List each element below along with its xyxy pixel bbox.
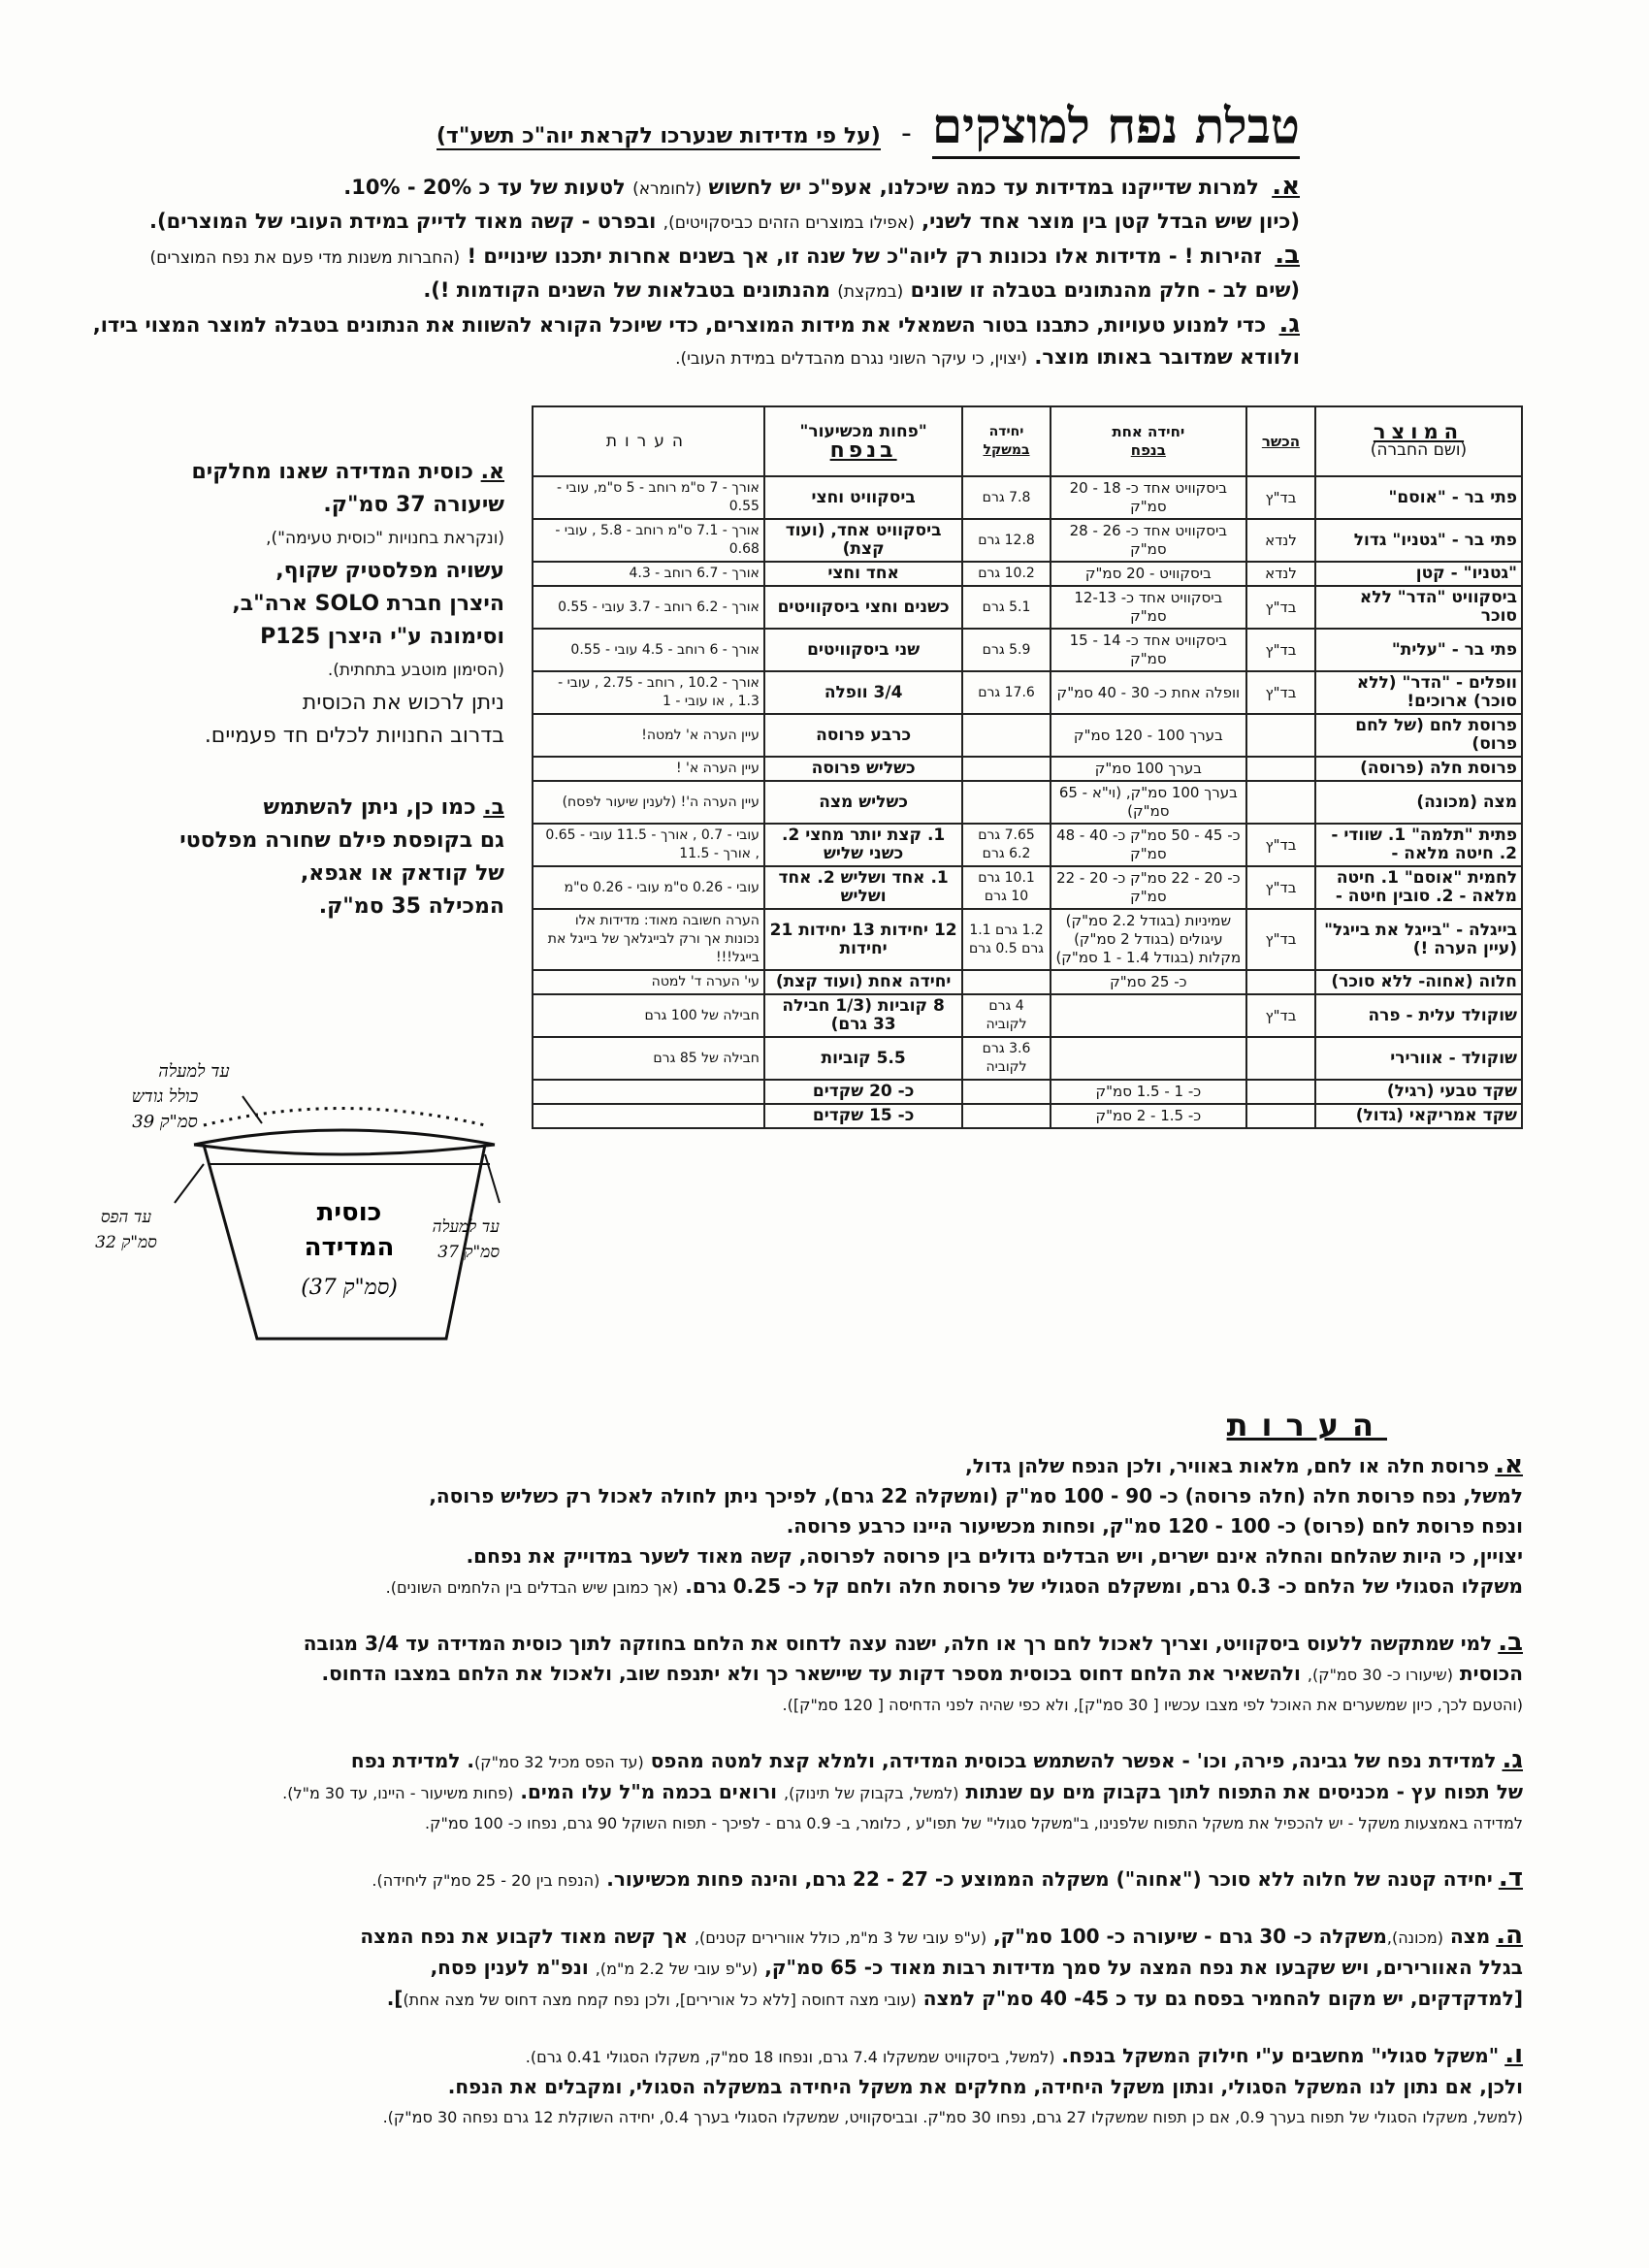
cell-notes: אורך - 6.7 רוחב - 4.3: [533, 562, 764, 586]
intro-a-text: למרות שדייקנו במדידות עד כמה שיכלנו, אעפ"כ יש לחשוש: [708, 176, 1259, 199]
intro-a-small: (לחומרא): [632, 179, 702, 199]
note-d-l1-small: (הנפח בין 20 - 25 סמ"ק ליחידה).: [372, 1871, 600, 1890]
note-e-l3: [למדקדקים, יש מקום להחמיר בפסח גם עד כ 45- 40 סמ"ק למצה: [922, 1987, 1523, 2010]
side-notes: [78, 456, 504, 923]
cell-min: כ- 20 שקדים: [764, 1080, 962, 1104]
note-d: [68, 1863, 1523, 1895]
cell-min: 3/4 וופלה: [764, 671, 962, 714]
cell-product: שוקולד - אוורירי: [1315, 1037, 1522, 1080]
title-main: טבלת נפח למוצקים: [932, 97, 1300, 159]
col-notes: הערות: [533, 406, 764, 476]
cell-weight: [962, 781, 1050, 824]
cell-notes: עובי - 0.26 ס"מ עובי - 0.26 ס"מ: [533, 866, 764, 909]
cell-unit: כ- 20 - 22 סמ"ק כ- 20 - 22 סמ"ק: [1051, 866, 1246, 909]
side-a-line6: וסימונה ע"י היצרן P125: [260, 625, 504, 649]
cell-notes: [533, 1080, 764, 1104]
side-a-line4: עשויה מפלסטיק שקוף,: [275, 559, 504, 583]
note-c-l2-small2: (פחות משיעור - היינו, עד 30 מ"ל).: [282, 1784, 514, 1802]
note-c-l2: של תפוח עץ - מכניסים את התפוח לתוך בקבוק מים עם שנתות: [965, 1780, 1523, 1803]
cell-notes: חבילה של 100 גרם: [533, 994, 764, 1037]
table-row: [533, 562, 1522, 586]
note-e-l2: בגלל האוורירים, ויש שקבעו את נפח המצה על סמך מדידות רבות מאוד כ- 65 סמ"ק,: [764, 1956, 1523, 1979]
note-f-key: ו.: [1504, 2040, 1523, 2069]
cell-notes: אורך - 7.1 ס"מ רוחב - 5.8 , עובי - 0.68: [533, 519, 764, 562]
note-c-l2-end: ורואים בכמה מ"ל עלו המים.: [520, 1780, 778, 1803]
intro-b-small: (החברות משנות מדי פעם את נפח המוצרים): [149, 248, 461, 268]
table-row: [533, 519, 1522, 562]
note-c-l1-end: . למדידת נפח: [350, 1749, 474, 1772]
cell-product: בייגלה - "בייגל את בייגל" (עיין הערה !): [1315, 909, 1522, 970]
note-e-l1-small2: (ע"פ עובי של 3 מ"מ, כולל אוורירים קטנים),: [694, 1928, 987, 1947]
note-f-l1-small: (למשל, ביסקוויט שמשקלו 7.4 גרם, ונפחו 18 סמ"ק, משקלו הסגולי 0.41 גרם).: [525, 2048, 1055, 2066]
note-b-key: ב.: [1498, 1628, 1523, 1657]
table-row: [533, 671, 1522, 714]
cell-notes: עיין הערה א' !: [533, 757, 764, 781]
cell-kashrut: בד"ץ: [1246, 476, 1315, 519]
intro-a2-end: ובפרט - קשה מאוד לדייק במידת העובי של המוצרים).: [149, 210, 657, 233]
cell-kashrut: בד"ץ: [1246, 994, 1315, 1037]
table-row: [533, 1080, 1522, 1104]
hand-top1: עד למעלה: [158, 1061, 230, 1082]
cell-notes: אורך - 6 רוחב - 4.5 עובי - 0.55: [533, 629, 764, 671]
cup-rim-top: [194, 1130, 495, 1145]
note-c-key: ג.: [1502, 1745, 1523, 1774]
cell-kashrut: [1246, 1104, 1315, 1128]
intro-a2-small: (אפילו במוצרים הזהים כביסקויטים),: [663, 213, 915, 233]
cell-product: חלוה (אחוה- ללא סוכר): [1315, 970, 1522, 994]
cell-notes: אורך - 6.2 רוחב - 3.7 עובי - 0.55: [533, 586, 764, 629]
hand-top2: כולל גודש: [131, 1086, 199, 1107]
cell-min: כשליש מצה: [764, 781, 962, 824]
intro-a-end: לטעות של עד כ 20% - 10%.: [343, 176, 626, 199]
cell-min: אחד וחצי: [764, 562, 962, 586]
cell-notes: [533, 1104, 764, 1128]
cell-unit: כ- 45 - 50 סמ"ק כ- 40 - 48 סמ"ק: [1051, 824, 1246, 866]
note-f-l1: "משקל סגולי" מחשבים ע"י חילוק המשקל בנפח.: [1061, 2044, 1500, 2067]
cell-kashrut: [1246, 714, 1315, 757]
cell-product: לחמית "אוסם" 1. חיטה מלאה - 2. סובין חיטה -: [1315, 866, 1522, 909]
note-e-l1: מצה: [1449, 1925, 1491, 1948]
cell-kashrut: [1246, 1037, 1315, 1080]
table-row: [533, 476, 1522, 519]
cell-product: פתי בר - "אוסם": [1315, 476, 1522, 519]
note-e-l1-end: אך קשה מאוד לקבוע את נפח המצה: [360, 1925, 688, 1948]
table-body: [533, 476, 1522, 1128]
cell-unit: כ- 1.5 - 2 סמ"ק: [1051, 1104, 1246, 1128]
hand-right2: 37 סמ"ק: [437, 1243, 500, 1262]
cell-weight: 10.2 גרם: [962, 562, 1050, 586]
col-unit: יחידה אחת בנפח: [1051, 406, 1246, 476]
cell-kashrut: [1246, 781, 1315, 824]
intro-b2-text: (שים לב - חלק מהנתונים בטבלה זו שונים: [910, 278, 1300, 302]
side-b-line1: [78, 792, 504, 825]
table-row: [533, 994, 1522, 1037]
col-kashrut: הכשר: [1246, 406, 1315, 476]
intro-c-line2: [184, 341, 1300, 375]
side-a-key: א.: [480, 460, 504, 484]
note-b-l2-small: (שיעורו כ- 30 סמ"ק),: [1307, 1666, 1453, 1684]
cell-product: ביסקוויט "הדר" ללא סוכר: [1315, 586, 1522, 629]
cup-heap: [204, 1109, 485, 1126]
table-row: [533, 781, 1522, 824]
side-b-key: ב.: [483, 795, 504, 820]
cell-weight: 3.6 גרם לקוביה: [962, 1037, 1050, 1080]
hand-right1: עד למעלה: [432, 1217, 500, 1237]
cell-kashrut: בד"ץ: [1246, 586, 1315, 629]
col-weight: יחידה במשקל: [962, 406, 1050, 476]
cell-weight: 5.9 גרם: [962, 629, 1050, 671]
cell-unit: וופלה אחת כ- 30 - 40 סמ"ק: [1051, 671, 1246, 714]
cup-label1: כוסית: [316, 1198, 382, 1227]
cell-product: פרוסת לחם (של לחם פרוס): [1315, 714, 1522, 757]
cell-weight: 5.1 גרם: [962, 586, 1050, 629]
table-row: [533, 824, 1522, 866]
cell-unit: בערך 100 סמ"ק, (וי"א - 65 סמ"ק): [1051, 781, 1246, 824]
cell-kashrut: בד"ץ: [1246, 866, 1315, 909]
note-a-l4: יצויין, כי היות שהלחם והחלה אינם ישרים, ויש הבדלים גדולים בין פרוסה לפרוסה, קשה מאוד לשער במדוייק את נפחם.: [466, 1544, 1523, 1568]
cell-weight: 1.2 גרם 1.1 גרם 0.5 גרם: [962, 909, 1050, 970]
cell-product: שקד אמריקאי (גדול): [1315, 1104, 1522, 1128]
cell-product: פתי בר - "עלית": [1315, 629, 1522, 671]
side-b-line3: של קודאק או אגפא,: [300, 861, 504, 886]
cell-weight: 10.1 גרם 10 גרם: [962, 866, 1050, 909]
note-c-l1-small: (עד הפס מכיל 32 סמ"ק): [474, 1753, 644, 1771]
intro-b2-small: (במקצת): [837, 282, 904, 302]
intro-b2-end: מהנתונים בטבלאות של השנים הקודמות !).: [423, 278, 830, 302]
intro-a-line2: [149, 206, 1300, 240]
cell-kashrut: [1246, 757, 1315, 781]
side-a-line2: שיעורה 37 סמ"ק.: [323, 493, 504, 517]
note-e: [68, 1921, 1523, 2015]
side-b-line4: המכילה 35 סמ"ק.: [318, 894, 504, 919]
note-c-l3: למדידה באמצעות משקל - יש להכפיל את משקל התפוח שלפנינו, ב"משקל סגולי" של תפו"ע , כלומר, ב- 0.9 גרם - לפיכך - תפוח השוקל 90 גרם, נפחו כ- 100 סמ"ק.: [425, 1814, 1523, 1832]
arrow-left: [175, 1164, 204, 1203]
cell-kashrut: [1246, 970, 1315, 994]
cell-min: ביסקוויט אחד, (ועוד קצת): [764, 519, 962, 562]
cell-product: פתי בר - "גטניו" גדול: [1315, 519, 1522, 562]
side-a-text1: כוסית המדידה שאנו מחלקים: [191, 460, 473, 484]
cell-unit: כ- 25 סמ"ק: [1051, 970, 1246, 994]
cell-min: 12 יחידות 13 יחידות 21 יחידות: [764, 909, 962, 970]
cell-notes: עיין הערה א' למטה!: [533, 714, 764, 757]
intro-c-key: ג.: [1278, 309, 1300, 339]
note-d-l1: יחידה קטנה של חלוה ללא סוכר ("אחוה") משקלה הממוצע כ- 27 - 22 גרם, והינה פחות מכשיעור.: [606, 1867, 1493, 1891]
note-e-l1-mid: משקלה כ- 30 גרם - שיעורה כ- 100 סמ"ק,: [993, 1925, 1387, 1948]
cell-min: ביסקוויט וחצי: [764, 476, 962, 519]
side-a-line5: היצרן חברת SOLO ארה"ב,: [232, 592, 504, 616]
table-header-row: [533, 406, 1522, 476]
cell-unit: ביסקוויט אחד כ- 26 - 28 סמ"ק: [1051, 519, 1246, 562]
cell-product: שקד טבעי (רגיל): [1315, 1080, 1522, 1104]
note-c-l2-small: (למשל, בקבוק של תינוק),: [784, 1784, 959, 1802]
cell-weight: [962, 714, 1050, 757]
cell-weight: 4 גרם לקוביה: [962, 994, 1050, 1037]
table-row: [533, 586, 1522, 629]
title-subtitle: (על פי מדידות שנערכו לקראת יוה"כ תשע"ד): [436, 124, 881, 148]
cell-min: שני ביסקוויטים: [764, 629, 962, 671]
cell-min: 8 קוביות (1/3 חבילה 33 גרם): [764, 994, 962, 1037]
intro-a2-text: (כיון שיש הבדל קטן בין מוצר אחד לשני,: [922, 210, 1300, 233]
cell-kashrut: בד"ץ: [1246, 824, 1315, 866]
cup-rim-bottom: [194, 1145, 495, 1154]
table-row: [533, 757, 1522, 781]
cell-notes: עובי - 0.7 , אורך - 11.5 עובי - 0.65 , אורך - 11.5: [533, 824, 764, 866]
intro-b-key: ב.: [1275, 241, 1300, 270]
cell-kashrut: בד"ץ: [1246, 671, 1315, 714]
side-a-line8: ניתן לרכוש את הכוסית: [302, 691, 504, 715]
side-b-text1: כמו כן, ניתן להשתמש: [263, 795, 476, 820]
cell-kashrut: לנדא: [1246, 562, 1315, 586]
note-e-l2-end: ונפ"מ לענין פסח,: [430, 1956, 589, 1979]
note-e-l1-small: (מכונה),: [1386, 1928, 1443, 1947]
cell-weight: [962, 1080, 1050, 1104]
note-b-l3: (והטעם לכך, כיון שמשערים את האוכל לפי מצבו עכשיו [ 30 סמ"ק], ולא כפי שהיה לפני הדחיסה [ 120 סמ"ק]).: [782, 1696, 1523, 1714]
arrow-top: [242, 1096, 262, 1123]
note-b-l2: הכוסית: [1459, 1662, 1523, 1685]
note-a-l5: משקלו הסגולי של הלחם כ- 0.3 גרם, ומשקלם הסגולי של פרוסת חלה ולחם קל כ- 0.25 גרם.: [685, 1574, 1523, 1598]
cell-notes: עיין הערה ה'! (לענין שיעור לפסח): [533, 781, 764, 824]
cell-min: 1. קצת יותר מחצי 2. כשני שליש: [764, 824, 962, 866]
note-e-l2-small: (ע"פ עובי של 2.2 מ"מ),: [595, 1960, 759, 1978]
intro-b-line2: [184, 275, 1300, 308]
table-row: [533, 970, 1522, 994]
cell-min: כשנים וחצי ביסקוויטים: [764, 586, 962, 629]
intro-c-line1: [92, 308, 1300, 341]
cell-min: כרבע פרוסה: [764, 714, 962, 757]
note-a-l2: למשל, נפח פרוסת חלה (חלה פרוסה) כ- 90 - 100 סמ"ק (ומשקלה 22 גרם), לפיכך ניתן לחולה לאכול רק כשליש פרוסה,: [429, 1484, 1523, 1507]
cell-kashrut: [1246, 1080, 1315, 1104]
table-row: [533, 1104, 1522, 1128]
hand-top3: 39 סמ"ק: [132, 1112, 198, 1132]
cell-product: פרוסת חלה (פרוסה): [1315, 757, 1522, 781]
note-f-l3: (למשל, משקלו הסגולי של תפוח בערך 0.9, אם כן תפוח שמשקלו 27 גרם, נפחו 30 סמ"ק. ובביסקוויט, שמשקלו הסגולי בערך 0.4, יחידה השוקלת 12 גרם נפחה 30 סמ"ק).: [382, 2108, 1523, 2126]
intro-b-line1: [149, 240, 1300, 275]
note-a-l3: ונפח פרוסת לחם (פרוס) כ- 100 - 120 סמ"ק, ופחות מכשיעור היינו כרבע פרוסה.: [786, 1514, 1523, 1538]
cell-product: "גטניו" - קטן: [1315, 562, 1522, 586]
side-a-line3: (ונקראת בחנויות "כוסית טעימה"),: [266, 529, 504, 548]
cell-product: שוקולד עלית - פרה: [1315, 994, 1522, 1037]
cell-weight: 12.8 גרם: [962, 519, 1050, 562]
cell-unit: [1051, 1037, 1246, 1080]
table-row: [533, 909, 1522, 970]
cell-min: 1. אחד ושליש 2. אחד ושליש: [764, 866, 962, 909]
intro-c2-text: ולוודא שמדובר באותו מוצר.: [1034, 345, 1300, 369]
cell-weight: [962, 757, 1050, 781]
cell-min: כ- 15 שקדים: [764, 1104, 962, 1128]
note-e-l3-end: ].: [386, 1987, 404, 2010]
intro-b-text: זהירות ! - מדידות אלו נכונות רק ליוה"כ של שנה זו, אך בשנים אחרות יתכנו שינויים !: [467, 244, 1262, 268]
cell-weight: 7.8 גרם: [962, 476, 1050, 519]
hand-left2: 32 סמ"ק: [95, 1233, 157, 1252]
cell-notes: עי' הערה ד' למטה: [533, 970, 764, 994]
page-title: [330, 97, 1300, 154]
notes-section: [68, 1450, 1523, 2157]
cell-unit: ביסקוויט אחד כ- 12-13 סמ"ק: [1051, 586, 1246, 629]
intro-c-text: כדי למנוע טעויות, כתבנו בטור השמאלי את מידות המוצרים, כדי שיוכל הקורא להשוות את הנתונים בטבלה למוצר המצוי בידו,: [92, 313, 1267, 337]
cell-notes: אורך - 7 ס"מ רוחב - 5 ס"מ, עובי - 0.55: [533, 476, 764, 519]
note-a: [68, 1450, 1523, 1603]
note-b-l2-end: ולהשאיר את הלחם דחוס בכוסית מספר דקות עד שיישאר כך ולא יתנפח שוב, ולאכול את הלחם במצבו הדחוס.: [321, 1662, 1301, 1685]
cell-product: פתית "תלמה" 1. שוודי - 2. חיטה מלאה -: [1315, 824, 1522, 866]
table-row: [533, 1037, 1522, 1080]
arrow-right: [485, 1154, 500, 1203]
cell-weight: 7.65 גרם 6.2 גרם: [962, 824, 1050, 866]
volume-table: [532, 405, 1523, 1129]
side-a-line1: [78, 456, 504, 489]
cell-notes: אורך - 10.2 , רוחב - 2.75 , עובי - 1.3 , או עובי - 1: [533, 671, 764, 714]
notes-title: [0, 1407, 1387, 1443]
note-c: [68, 1745, 1523, 1838]
side-a-line9: בדרוב החנויות לכלים חד פעמיים.: [204, 724, 504, 748]
cell-unit: בערך 100 - 120 סמ"ק: [1051, 714, 1246, 757]
cell-min: כשליש פרוסה: [764, 757, 962, 781]
cell-min: 5.5 קוביות: [764, 1037, 962, 1080]
note-b: [68, 1628, 1523, 1720]
cell-unit: כ- 1 - 1.5 סמ"ק: [1051, 1080, 1246, 1104]
cell-unit: בערך 100 סמ"ק: [1051, 757, 1246, 781]
table-row: [533, 866, 1522, 909]
hand-left1: עד הפס: [100, 1208, 152, 1227]
note-a-key: א.: [1495, 1450, 1523, 1479]
col-min: "פחות מכשיעור" בנפח: [764, 406, 962, 476]
cup-label3: (37 סמ"ק): [301, 1276, 398, 1300]
cell-unit: ביסקוויט אחד כ- 18 - 20 סמ"ק: [1051, 476, 1246, 519]
cell-notes: חבילה של 85 גרם: [533, 1037, 764, 1080]
note-b-l1: למי שמתקשה ללעוס ביסקוויט, וצריך לאכול לחם רך או חלה, ישנה עצה לדחוס את הלחם בחוזקה לתוך כוסית המדידה עד 3/4 מגובה: [303, 1632, 1493, 1655]
title-dash: -: [900, 116, 912, 150]
note-a-l1: פרוסת חלה או לחם, מלאות באוויר, ולכן הנפח שלהן גדול,: [965, 1454, 1490, 1477]
col-product: המוצר (ושם החברה): [1315, 406, 1522, 476]
side-a-line7: (הסימון מוטבע בתחתית).: [327, 661, 504, 680]
cell-notes: הערה חשובה מאוד: מדידות אלו נכונות אך ורק לבייגלאך של בייגל את בייגל!!!: [533, 909, 764, 970]
cell-kashrut: לנדא: [1246, 519, 1315, 562]
note-f-l2: ולכן, אם נתון לנו המשקל הסגולי, ונתון משקל היחידה, מחלקים את משקל היחידה במשקלה הסגולי, ומקבלים את הנפח.: [447, 2075, 1523, 2098]
table-row: [533, 629, 1522, 671]
cell-product: וופלים - "הדר" (ללא סוכר) ארוכים!: [1315, 671, 1522, 714]
cell-weight: [962, 1104, 1050, 1128]
cell-unit: ביסקוויט אחד כ- 14 - 15 סמ"ק: [1051, 629, 1246, 671]
cell-min: יחידה אחת (ועוד קצת): [764, 970, 962, 994]
side-b-line2: גם בקופסת פילם שחורה מפלסטי: [179, 828, 504, 853]
cup-svg: [58, 1057, 524, 1377]
cell-unit: ביסקוויט - 20 סמ"ק: [1051, 562, 1246, 586]
note-e-key: ה.: [1496, 1921, 1523, 1950]
cell-kashrut: בד"ץ: [1246, 629, 1315, 671]
intro-section: [92, 171, 1300, 375]
cell-weight: 17.6 גרם: [962, 671, 1050, 714]
note-c-l1: למדידת נפח של גבינה, פירה, וכו' - אפשר להשתמש בכוסית המדידה, ולמלא קצת למטה מהפס: [650, 1749, 1497, 1772]
intro-a-key: א.: [1272, 172, 1300, 201]
cell-unit: [1051, 994, 1246, 1037]
cell-weight: [962, 970, 1050, 994]
intro-a-line1: [184, 171, 1300, 206]
cell-kashrut: בד"ץ: [1246, 909, 1315, 970]
note-e-l3-small: (עובי מצה דחוסה [ללא כל אורירים], ולכן נפח קמח מצה דחוס של מצה אחת): [403, 1991, 917, 2009]
cell-unit: שמיניות (בגודל 2.2 סמ"ק) עיגולים (בגודל 2 סמ"ק) מקלות (בגודל 1.4 - 1 סמ"ק): [1051, 909, 1246, 970]
intro-c2-small: (יצוין, כי עיקר השוני נגרם מהבדלים במידת העובי).: [675, 349, 1028, 369]
cup-label2: המדידה: [304, 1233, 395, 1262]
table-row: [533, 714, 1522, 757]
note-f: [68, 2040, 1523, 2132]
measuring-cup-drawing: [58, 1057, 524, 1377]
note-d-key: ד.: [1498, 1863, 1523, 1893]
notes-title-text: הערות: [1226, 1407, 1387, 1443]
cell-product: מצה (מכונה): [1315, 781, 1522, 824]
note-a-l5-small: (אך כמובן שיש הבדלים בין הלחמים השונים).: [385, 1578, 679, 1597]
